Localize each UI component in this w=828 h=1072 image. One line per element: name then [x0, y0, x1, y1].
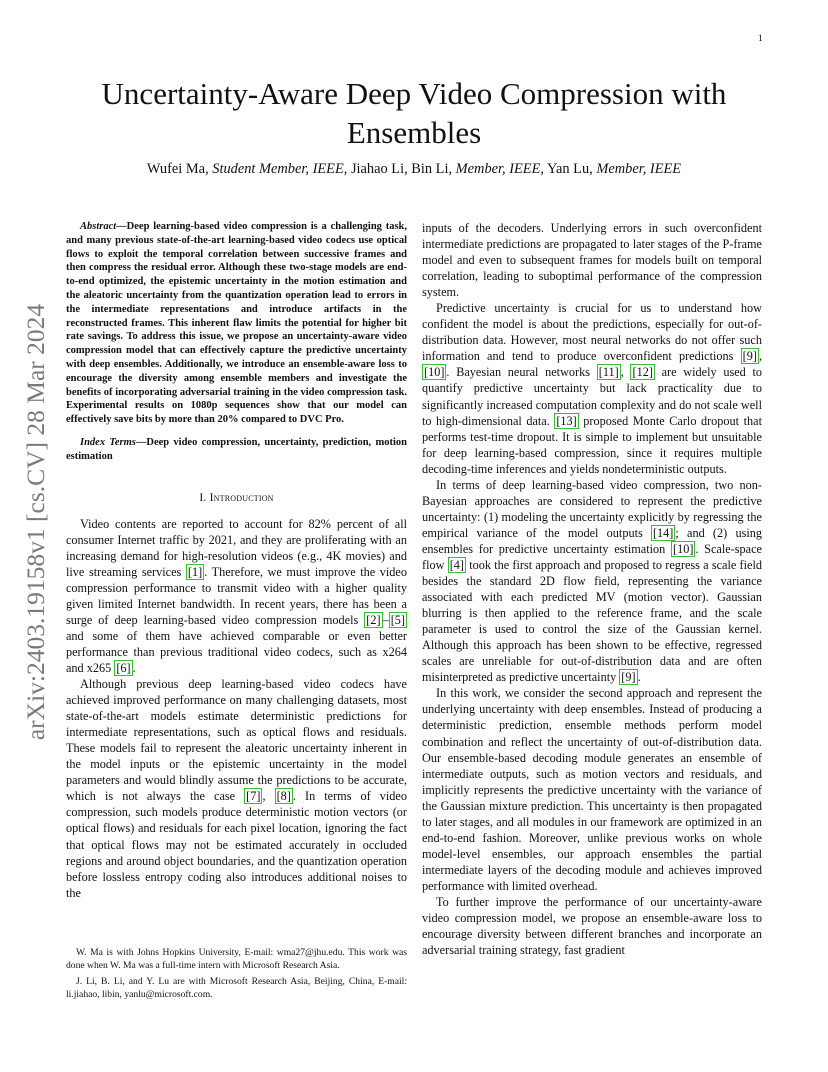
citation-link[interactable]: [6]: [116, 661, 131, 676]
paragraph-text: . In terms of video compression, such models produce deterministic motion vectors (or optical flows) and residuals for each pixel location, ignoring the fact that optical flows may not be estimated accurately in occluded regions and around object boundaries, and the quantization operation before lossless entropy coding also introduces additional noises to the: [66, 789, 407, 900]
citation-link[interactable]: [9]: [742, 349, 757, 364]
index-terms: [66, 436, 407, 464]
paragraph: [422, 220, 762, 300]
paragraph-text: ; and (2) using ensembles for predictive uncertainty estimation: [422, 525, 762, 556]
footnote: W. Ma is with Johns Hopkins University, E-mail: wma27@jhu.edu. This work was done when W. Ma was a full-time intern with Microsoft Research Asia.: [66, 947, 407, 971]
paragraph-text: . Scale-space flow: [422, 541, 762, 572]
index-terms-label: Index Terms: [80, 436, 136, 448]
author-name: , Jiahao Li, Bin Li,: [343, 161, 456, 177]
section-numeral: I.: [199, 490, 210, 504]
citation-link[interactable]: [4]: [449, 557, 464, 572]
paragraph: [422, 685, 762, 894]
paragraph-text: . Therefore, we must improve the video compression performance to transmit video with a higher quality given limited Internet bandwidth. In recent years, there has been a surge of deep learning-based video compression models: [66, 564, 407, 627]
abstract-label: Abstract: [80, 221, 117, 232]
footnote: J. Li, B. Li, and Y. Lu are with Microsoft Research Asia, Beijing, China, E-mail: li.jiahao, libin, yanlu@microsoft.com.: [66, 976, 407, 1000]
citation-link[interactable]: [10]: [672, 541, 694, 556]
paragraph-text: took the first approach and proposed to regress a scale field besides the standard 2D flow field, representing the variance associated with each predicted MV (motion vector). Gaussian blurring is then applied to the reference frame, and the scale parameter is used to control the size of the Gaussian kernel. Although this approach has been shown to be effective, regressed scales are unreliable for out-of-distribution data and are often misinterpreted as predictive uncertainty: [422, 557, 762, 685]
paragraph-text: ,: [758, 349, 762, 364]
paragraph-text: In this work, we consider the second approach and represent the underlying uncertainty with deep ensembles. Instead of producing a deterministic prediction, ensemble methods perform model combination and reflect the uncertainty of out-of-distribution data. Our ensemble-based decoding module generates an ensemble of intermediate outputs, such as motion vectors and residuals, and implicitly represents the predictive uncertainty with the variance of the Gaussian mixture prediction. This uncertainty is then propagated to later stages, and all modules in our framework are optimized in an end-to-end fashion. Moreover, unlike previous works on whole model-level ensembles, our approach ensembles the partial intermediate layers of the decoding module and achieves improved performance with limited overhead.: [422, 686, 762, 893]
paragraph: [66, 516, 407, 676]
paragraph-text: In terms of deep learning-based video compression, two non-Bayesian approaches are considered to represent the predictive uncertainty: (1) modeling the uncertainty explicitly by regressing the empirical variance of the model outputs: [422, 477, 762, 540]
paragraph-text: .: [132, 661, 136, 676]
index-terms-text: —Deep video compression, uncertainty, prediction, motion estimation: [66, 436, 407, 462]
paragraph-text: Video contents are reported to account for 82% percent of all consumer Internet traffic by 2021, and they are proliferating with an increasing demand for high-resolution videos (e.g., 4K movies) and live streaming services: [66, 516, 407, 579]
page-number: 1: [758, 34, 763, 44]
paragraph-text: . Bayesian neural networks: [446, 365, 597, 380]
author-role: Member, IEEE: [455, 161, 541, 177]
paragraph-text: and some of them have achieved comparable or even better performance than previous traditional video codecs, such as x264 and x265: [66, 628, 407, 676]
citation-link[interactable]: [10]: [424, 365, 445, 380]
paragraph-text: Although previous deep learning-based video codecs have achieved improved performance on many challenging datasets, most state-of-the-art models estimate deterministic predictions for intermediate representations, such as optical flows and residuals. These models fail to represent the aleatoric uncertainty inherent in the model inputs or the epistemic uncertainty in the model parameters and would blindly assume the predictions to be accurate, which is not always the case: [66, 677, 407, 804]
arxiv-identifier: arXiv:2403.19158v1 [cs.CV] 28 Mar 2024: [21, 303, 50, 741]
citation-link[interactable]: [5]: [390, 612, 405, 627]
citation-link[interactable]: [9]: [621, 670, 636, 685]
paragraph-text: Predictive uncertainty is crucial for us to understand how confident the model is about the predictions, especially for out-of-distribution data. However, most neural networks do not offer such information and tend to produce overconfident predictions: [422, 301, 762, 364]
footnotes: [66, 947, 407, 1005]
citation-link[interactable]: [7]: [246, 789, 261, 804]
author-line: [80, 160, 748, 178]
abstract: [66, 220, 407, 427]
paragraph-text: ,: [262, 789, 275, 804]
paragraph-text: –: [382, 612, 389, 627]
paragraph-text: ,: [620, 365, 631, 380]
citation-link[interactable]: [13]: [556, 413, 577, 428]
paragraph: [66, 676, 407, 901]
citation-link[interactable]: [8]: [276, 789, 291, 804]
citation-link[interactable]: [1]: [187, 564, 203, 579]
citation-link[interactable]: [12]: [632, 365, 653, 380]
paragraph: [422, 477, 762, 686]
paragraph-text: proposed Monte Carlo dropout that performs test-time dropout. It is simple to implement but unsuitable for deep learning-based compression, since it requires multiple decoding-time inferences and yields nondeterministic outputs.: [422, 413, 762, 476]
author-name: , Yan Lu,: [540, 161, 597, 177]
citation-link[interactable]: [14]: [652, 525, 674, 540]
author-name: Wufei Ma,: [146, 161, 213, 177]
author-role: Student Member, IEEE: [212, 161, 344, 177]
author-role: Member, IEEE: [596, 161, 682, 177]
citation-link[interactable]: [11]: [598, 365, 619, 380]
section-heading: [66, 490, 407, 506]
paragraph-text: are widely used to quantify predictive uncertainty but lack practicality due to significantly increased computation complexity and do not scale well to high-dimensional data.: [422, 365, 763, 428]
citation-link[interactable]: [2]: [366, 612, 381, 627]
paper-title: Uncertainty-Aware Deep Video Compression with Ensembles: [101, 76, 727, 150]
paragraph-text: .: [637, 670, 641, 685]
paragraph: [422, 300, 762, 477]
section-title: Introduction: [209, 490, 274, 504]
abstract-text: —Deep learning-based video compression is a challenging task, and many previous state-of-the-art learning-based video codecs use optical flows to exploit the temporal correlation between successive frames and then compress the residual error. Although these two-stage models are end-to-end optimized, the epistemic uncertainty in the motion estimation and the aleatoric uncertainty from the quantization operation lead to errors in the intermediate representations and introduce artifacts in the reconstructed frames. This inherent flaw limits the potential for higher bit rate savings. To address this issue, we propose an uncertainty-aware video compression model that can effectively capture the predictive uncertainty with deep ensembles. Additionally, we introduce an ensemble-aware loss to encourage the diversity among ensemble members and investigate the benefits of incorporating adversarial training in the video compression task. Experimental results on 1080p sequences show that our model can effectively save bits by more than 20% compared to DVC Pro.: [66, 221, 407, 426]
paragraph-text: inputs of the decoders. Underlying errors in such overconfident intermediate predictions are propagated to later stages of the P-frame model and even to subsequent frames for models built on temporal correlation, leading to suboptimal performance of the compression system.: [422, 221, 762, 300]
paragraph: [422, 894, 762, 958]
right-column: [422, 220, 762, 958]
left-column: [66, 220, 407, 901]
paragraph-text: To further improve the performance of our uncertainty-aware video compression model, we propose an ensemble-aware loss to encourage diversity between different branches and incorporate an adversarial training strategy, fast gradient: [422, 894, 762, 958]
